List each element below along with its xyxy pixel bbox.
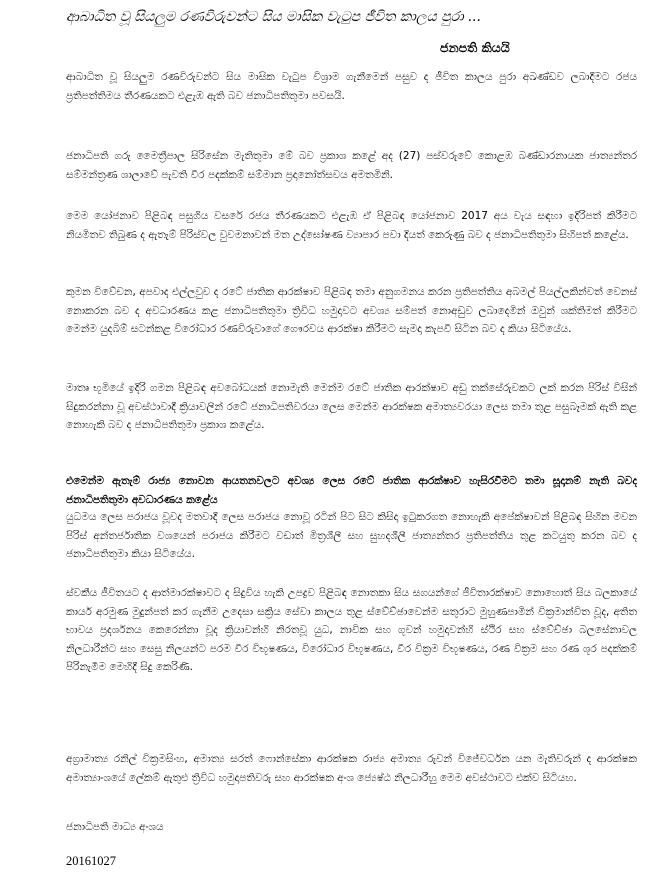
- body-paragraph-5: මාතෘ භූමියේ ඉදිරි ගමන පිළිබඳ අවබෝධයක් නොමැති මෙන්ම රටේ ජාතික ආරක්ෂාව අඩු තක්සේරුවකට ලක් කරන පිරිස් විසින් සිදුකරන්නා වූ අවස්ථාවාදී ක්‍රියාවලින් රටේ ජනාධිපතිවරයා ලෙස මෙන්ම ආරක්ෂක අමාත්‍යවරයා ලෙස තමා තුළ පසුබෑමක් ඇති කළ නොහැකි බව ද ජනාධිපතිතුමා ප්‍රකාශ කළේය.: [66, 382, 637, 431]
- body-paragraph-7: ස්වකීය ජීවිතයට ද ආත්මාරක්ෂාවට ද සිදුවිය හැකි උපද්‍රව පිළිබඳ නොතකා සිය සගයන්ගේ ජීවිතාරක්ෂාව නොහොත් සිය බලකායේ කාර්ය අරමුණ මුදුන්පත් කර ගැනීම උදෙසා සක්‍රිය සේවා කාලය තුළ ස්වේච්ඡාවෙන්ම සතුරාට මුහුණපාමින් වික්‍රමාන්විත වූද, අතිත භාවය ප්‍රදර්ශනය කෙරෙන්නා වූද ක්‍රියාවන්හි නිරතවූ යුධ, නාවික සහ ගුවන් හමුදාවන්හි ස්ථිර සහ ස්වේච්ඡා බලසේනාවල නිලධාරීන්ට සහ සෙසු නිලයන්ට පරම වීර විභූෂණය, විරෝධාර විභූෂණය, වීර වික්‍රම විභූෂණය, රණ වික්‍රම සහ රණ ශූර පදක්කම් පිරිනැමීම මෙහිදී සිදු කෙරිණි.: [66, 587, 637, 673]
- document-byline: ජනපති කියයි: [440, 40, 510, 55]
- body-paragraph-4: කුමන විවේචන, අපවාද එල්ලවුව ද රටේ ජාතික ආරක්ෂාව පිළිබඳ තමා අනුගමනය කරන ප්‍රතිපත්තිය අබමල් පියල්ලකින්වත් වෙනස් නොකරන බව ද අවධාරණය කළ ජනාධිපතිතුමා ත්‍රිවිධ හමුදාවට අවශ්‍ය සම්පත් නොඅඩුව ලබාදෙමින් ඔවුන් ශක්තිමත් කිරීමට මෙන්ම යුදබිම් සටන්කළ විරෝධාර රණවිරුවාගේ ගෞරවය ආරක්ෂා කිරීමට සැමදා කැපවී සිටින බව ද කියා සිටියේය.: [66, 286, 637, 335]
- body-paragraph-8: අග්‍රාමාත්‍ය රනිල් වික්‍රමසිංහ, අමාත්‍ය සරත් ෆොන්සේකා ආරක්ෂක රාජ්‍ය අමාත්‍ය රුවන් විජේවර්ධන යන මැතිවරුන් ද ආරක්ෂක අමාත්‍යාංශයේ ලේකම් ඇතුළු ත්‍රිවිධ හමුදාපතිවරු සහ ආරක්ෂක අංශ ජ්‍යෙෂ්ඨ නිලධාරීහු මෙම අවස්ථාවට එක්ව සිටියහ.: [66, 753, 637, 784]
- source-attribution: ජනාධිපති මාධ්‍ය අංශය: [66, 821, 164, 833]
- body-paragraph-6: යුධමය ලෙස පරාජය වූවද මතවාදී ලෙස පරාජය නොවූ රටින් පිට සිට කිසිදා ඉටුකරගත නොහැකි අපේක්ෂාවන් පිළිබඳ සිහින මවන පිරිස් අන්තර්ජාතික වශයෙන් පරාජය කිරීමට වඩාත් මිත්‍රශීලී සහ සුහදශීලී ජාත්‍යන්තර ප්‍රතිපත්තිය තුළ කටයුතු කරන බව ද ජනාධිපතිතුමා කියා සිටියේය.: [66, 511, 637, 560]
- body-paragraph-1: ආබාධිත වූ සියලුම රණවිරුවන්ට සිය මාසික වැටුප විශ්‍රාම ගැනීමෙන් පසුව ද ජීවිත කාලය පුරා අඛණ්ඩව ලබාදීමට රජය ප්‍රතිපත්තිමය තීරණයකට එළැඹ ඇති බව ජනාධිපතිතුමා පවසයි.: [66, 71, 637, 102]
- document-date: 20161027: [66, 854, 116, 868]
- document-title: ආබාධිත වූ සියලුම රණවිරුවන්ට සිය මාසික වැටුප ජීවිත කාලය පුරා ...: [66, 9, 482, 25]
- body-paragraph-2: ජනාධිපති ගරු මෛත්‍රීපාල සිරිසේන මැතිතුමා මේ බව ප්‍රකාශ කළේ අද (27) පස්වරුවේ කොළඹ බණ්ඩාරනායක ජාත්‍යන්තර සම්මන්ත්‍රණ ශාලාවේ පැවති වීර පදක්කම් සම්මාන ප්‍රදානෝත්සවය අමතමිනි.: [66, 150, 637, 181]
- section-heading: එමෙන්ම ඇතැම් රාජ්‍ය නොවන ආයතනවලට අවශ්‍ය ලෙස රටේ ජාතික ආරක්ෂාව හැසිරවීමට තමා සූදානම් නැති බවද ජනාධිපතිතුමා අවධාරණය කළේය: [66, 475, 637, 506]
- body-paragraph-3: මෙම යෝජනාව පිළිබඳ පසුගිය වසරේ රජය තීරණයකට එළැඹ ඒ පිළිබඳ යෝජනාව 2017 අය වැය සඳහා ඉදිරිපත් කිරීමට නියමිතව තිබුණ ද ඇතැම් පිරිස්වල වුවමනාවන් මත උද්ඝෝෂණ ව්‍යාපාර පවා දියත් කෙරුණු බව ද ජනාධිපතිතුමා සිහිපත් කළේය.: [66, 210, 637, 241]
